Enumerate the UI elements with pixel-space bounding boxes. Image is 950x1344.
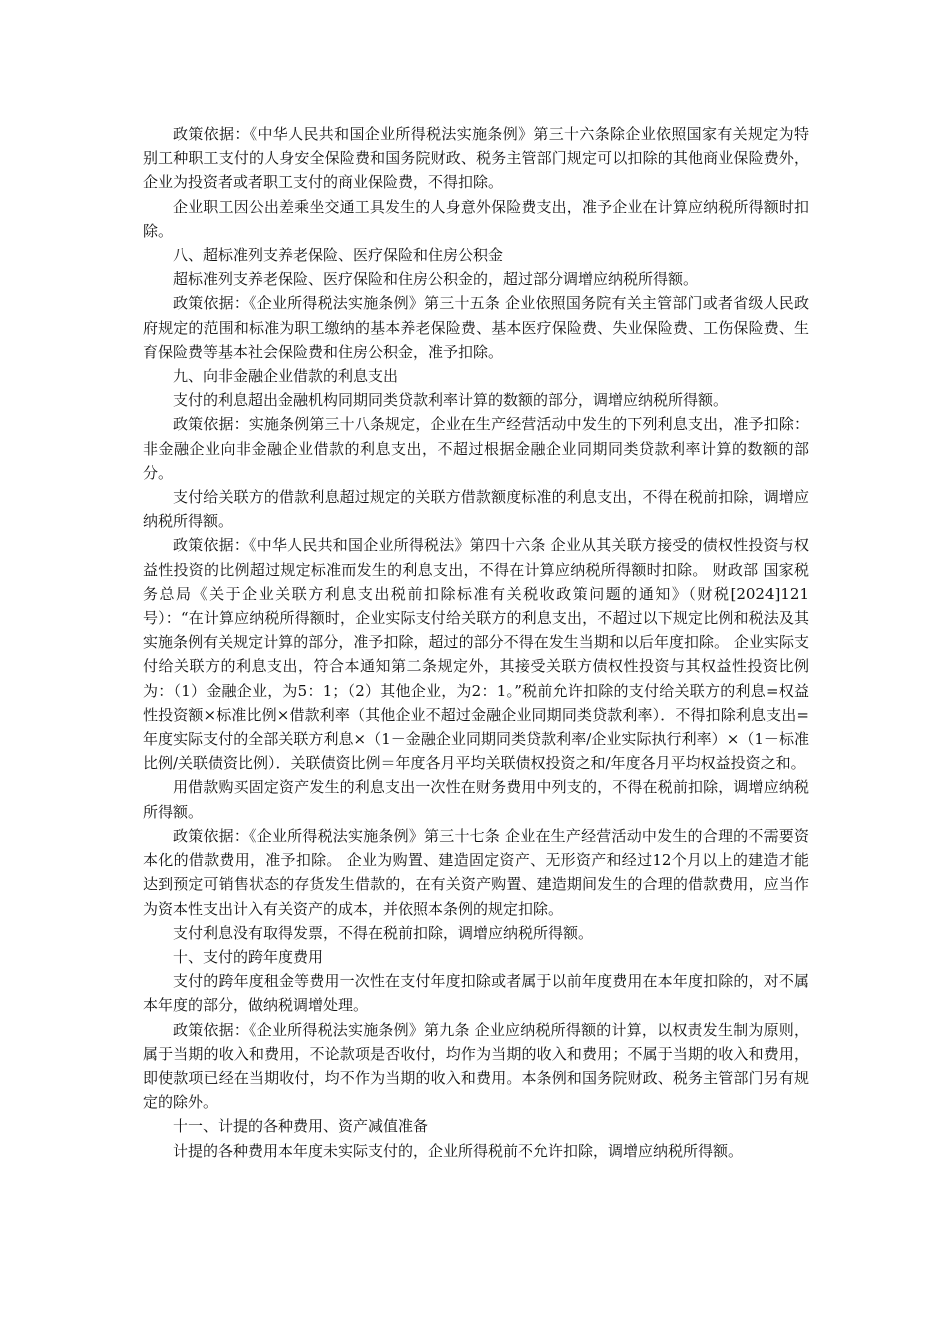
paragraph-related-party-basis: 政策依据：《中华人民共和国企业所得税法》第四十六条 企业从其关联方接受的债权性投资与权益性投资的比例超过规定标准而发生的利息支出，不得在计算应纳税所得额时扣除。 财政部 国家税务总局《关于企业关联方利息支出税前扣除标准有关税收政策问题的通知》（财税[2024]121号）：“在计算应纳税所得额时，企业实际支付给关联方的利息支出，不超过以下规定比例和税法及其实施条例有关规定计算的部分，准予扣除，超过的部分不得在发生当期和以后年度扣除。 企业实际支付给关联方的利息支出，符合本通知第二条规定外，其接受关联方债权性投资与其权益性投资比例为：（1）金融企业，为5：1；（2）其他企业，为2：1。”税前允许扣除的支付给关联方的利息=权益性投资额×标准比例×借款利率（其他企业不超过金融企业同期同类贷款利率）．不得扣除利息支出=年度实际支付的全部关联方利息×（1－金融企业同期同类贷款利率/企业实际执行利率）×（1－标准比例/关联债资比例）．关联债资比例＝年度各月平均关联债权投资之和/年度各月平均权益投资之和。 bbox=[143, 536, 809, 773]
paragraph-interest-basis: 政策依据：实施条例第三十八条规定，企业在生产经营活动中发生的下列利息支出，准予扣除：非金融企业向非金融企业借款的利息支出，不超过根据金融企业同期同类贷款利率计算的数额的部分。 bbox=[143, 415, 809, 482]
paragraph-cross-year-expense: 支付的跨年度租金等费用一次性在支付年度扣除或者属于以前年度费用在本年度扣除的，对不属本年度的部分，做纳税调增处理。 bbox=[143, 972, 809, 1015]
document-page bbox=[143, 122, 809, 1163]
section-heading-8: 八、超标准列支养老保险、医疗保险和住房公积金 bbox=[173, 246, 504, 265]
paragraph-social-insurance-basis: 政策依据：《企业所得税法实施条例》第三十五条 企业依照国务院有关主管部门或者省级人民政府规定的范围和标准为职工缴纳的基本养老保险费、基本医疗保险费、失业保险费、工伤保险费、生育保险费等基本社会保险费和住房公积金，准予扣除。 bbox=[143, 294, 809, 361]
paragraph-accrued-expenses: 计提的各种费用本年度未实际支付的，企业所得税前不允许扣除，调增应纳税所得额。 bbox=[173, 1141, 744, 1160]
paragraph-borrowing-cost-basis: 政策依据：《企业所得税法实施条例》第三十七条 企业在生产经营活动中发生的合理的不需要资本化的借款费用，准予扣除。 企业为购置、建造固定资产、无形资产和经过12个月以上的建造才能达到预定可销售状态的存货发生借款的，在有关资产购置、建造期间发生的合理的借款费用，应当作为资本性支出计入有关资产的成本，并依照本条例的规定扣除。 bbox=[143, 826, 809, 918]
section-heading-9: 九、向非金融企业借款的利息支出 bbox=[173, 367, 399, 386]
paragraph-fixed-asset-interest: 用借款购买固定资产发生的利息支出一次性在财务费用中列支的，不得在税前扣除，调增应纳税所得额。 bbox=[143, 778, 809, 821]
paragraph-accrual-basis: 政策依据：《企业所得税法实施条例》第九条 企业应纳税所得额的计算，以权责发生制为原则，属于当期的收入和费用，不论款项是否收付，均作为当期的收入和费用；不属于当期的收入和费用，即使款项已经在当期收付，均不作为当期的收入和费用。本条例和国务院财政、税务主管部门另有规定的除外。 bbox=[143, 1020, 809, 1112]
section-heading-11: 十一、计提的各种费用、资产减值准备 bbox=[173, 1117, 429, 1136]
section-heading-10: 十、支付的跨年度费用 bbox=[173, 947, 324, 966]
paragraph-insurance-basis: 政策依据：《中华人民共和国企业所得税法实施条例》第三十六条除企业依照国家有关规定为特别工种职工支付的人身安全保险费和国务院财政、税务主管部门规定可以扣除的其他商业保险费外，企业为投资者或者职工支付的商业保险费，不得扣除。 bbox=[143, 125, 809, 192]
paragraph-excess-interest: 支付的利息超出金融机构同期同类贷款利率计算的数额的部分，调增应纳税所得额。 bbox=[173, 391, 729, 410]
paragraph-accident-insurance: 企业职工因公出差乘坐交通工具发生的人身意外保险费支出，准予企业在计算应纳税所得额时扣除。 bbox=[143, 197, 809, 240]
paragraph-related-party-interest: 支付给关联方的借款利息超过规定的关联方借款额度标准的利息支出，不得在税前扣除，调增应纳税所得额。 bbox=[143, 488, 809, 531]
paragraph-no-invoice: 支付利息没有取得发票，不得在税前扣除，调增应纳税所得额。 bbox=[173, 923, 594, 942]
paragraph-excess-social-insurance: 超标准列支养老保险、医疗保险和住房公积金的，超过部分调增应纳税所得额。 bbox=[173, 270, 699, 289]
